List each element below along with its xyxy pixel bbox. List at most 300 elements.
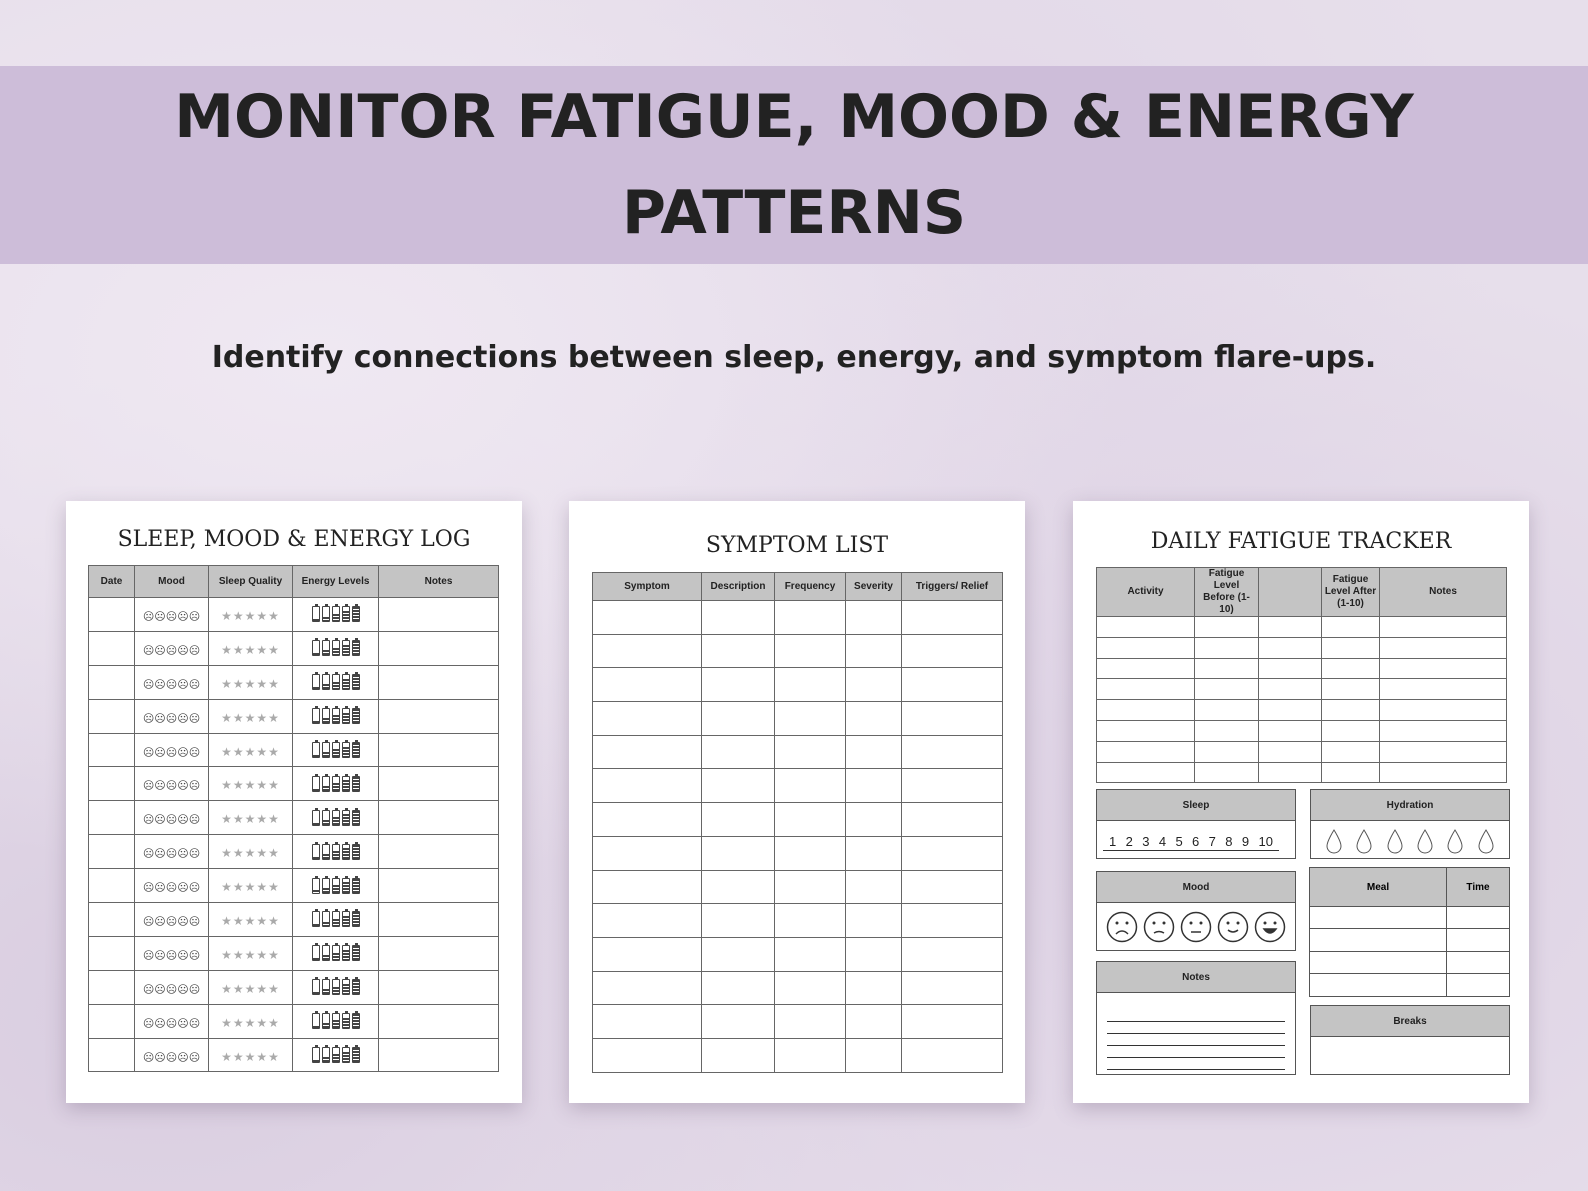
sleep-quality-cell[interactable]: [209, 631, 293, 665]
symptom-cell[interactable]: [846, 904, 902, 938]
battery-icon[interactable]: [332, 878, 340, 894]
sleep-scale-number[interactable]: 8: [1225, 834, 1233, 849]
smile-face-icon[interactable]: [1217, 911, 1249, 943]
symptom-cell[interactable]: [775, 769, 846, 803]
battery-icon[interactable]: [342, 606, 350, 622]
symptom-cell[interactable]: [702, 937, 775, 971]
symptom-cell[interactable]: [846, 769, 902, 803]
battery-icon[interactable]: [352, 844, 360, 860]
date-cell[interactable]: [89, 733, 135, 767]
symptom-cell[interactable]: [775, 668, 846, 702]
star-rating-icon[interactable]: ★★★★★: [221, 880, 280, 895]
activity-cell[interactable]: [1195, 679, 1259, 700]
battery-icon[interactable]: [312, 1047, 320, 1063]
symptom-cell[interactable]: [593, 634, 702, 668]
time-cell[interactable]: [1447, 952, 1509, 973]
sleep-quality-cell[interactable]: [209, 699, 293, 733]
battery-icon[interactable]: [312, 810, 320, 826]
symptom-cell[interactable]: [702, 668, 775, 702]
activity-cell[interactable]: [1259, 700, 1322, 721]
activity-cell[interactable]: [1322, 741, 1380, 762]
activity-cell[interactable]: [1097, 617, 1195, 638]
star-rating-icon[interactable]: ★★★★★: [221, 778, 280, 793]
mood-cell[interactable]: [135, 699, 209, 733]
meal-cell[interactable]: [1310, 929, 1447, 950]
date-cell[interactable]: [89, 598, 135, 632]
battery-icon[interactable]: [332, 1013, 340, 1029]
symptom-cell[interactable]: [702, 904, 775, 938]
battery-icon[interactable]: [352, 776, 360, 792]
symptom-cell[interactable]: [775, 601, 846, 635]
symptom-cell[interactable]: [902, 803, 1003, 837]
activity-cell[interactable]: [1380, 617, 1507, 638]
battery-icon[interactable]: [322, 878, 330, 894]
symptom-cell[interactable]: [593, 735, 702, 769]
symptom-cell[interactable]: [902, 735, 1003, 769]
star-rating-icon[interactable]: ★★★★★: [221, 676, 280, 691]
mood-faces-icon[interactable]: ☹☹☹☹☹: [142, 609, 201, 623]
note-line[interactable]: [1107, 1034, 1285, 1046]
sleep-scale-number[interactable]: 9: [1241, 834, 1250, 849]
sleep-quality-cell[interactable]: [209, 801, 293, 835]
battery-icon[interactable]: [312, 911, 320, 927]
battery-icon[interactable]: [332, 844, 340, 860]
activity-cell[interactable]: [1380, 762, 1507, 783]
activity-cell[interactable]: [1195, 637, 1259, 658]
symptom-cell[interactable]: [702, 1038, 775, 1072]
mood-cell[interactable]: [135, 835, 209, 869]
star-rating-icon[interactable]: ★★★★★: [221, 913, 280, 928]
battery-icon[interactable]: [322, 911, 330, 927]
date-cell[interactable]: [89, 665, 135, 699]
symptom-cell[interactable]: [702, 634, 775, 668]
battery-icon[interactable]: [342, 1013, 350, 1029]
battery-icon[interactable]: [322, 810, 330, 826]
energy-cell[interactable]: [293, 835, 379, 869]
sleep-scale-number[interactable]: 5: [1175, 834, 1183, 849]
battery-icon[interactable]: [352, 674, 360, 690]
symptom-cell[interactable]: [902, 971, 1003, 1005]
symptom-cell[interactable]: [702, 769, 775, 803]
sleep-quality-cell[interactable]: [209, 936, 293, 970]
notes-cell[interactable]: [379, 1004, 499, 1038]
star-rating-icon[interactable]: ★★★★★: [221, 981, 280, 996]
symptom-cell[interactable]: [902, 1005, 1003, 1039]
date-cell[interactable]: [89, 767, 135, 801]
meal-cell[interactable]: [1310, 974, 1447, 995]
mood-faces-icon[interactable]: ☹☹☹☹☹: [142, 677, 201, 691]
battery-icon[interactable]: [352, 979, 360, 995]
symptom-cell[interactable]: [593, 601, 702, 635]
battery-icon[interactable]: [332, 674, 340, 690]
symptom-cell[interactable]: [593, 668, 702, 702]
energy-cell[interactable]: [293, 869, 379, 903]
battery-icon[interactable]: [342, 979, 350, 995]
symptom-cell[interactable]: [902, 634, 1003, 668]
date-cell[interactable]: [89, 1038, 135, 1072]
activity-cell[interactable]: [1380, 679, 1507, 700]
mood-faces-icon[interactable]: ☹☹☹☹☹: [142, 948, 201, 962]
star-rating-icon[interactable]: ★★★★★: [221, 1015, 280, 1030]
battery-icon[interactable]: [342, 708, 350, 724]
notes-cell[interactable]: [379, 903, 499, 937]
activity-cell[interactable]: [1097, 658, 1195, 679]
symptom-cell[interactable]: [593, 702, 702, 736]
symptom-cell[interactable]: [702, 1005, 775, 1039]
symptom-cell[interactable]: [846, 836, 902, 870]
battery-icon[interactable]: [332, 979, 340, 995]
star-rating-icon[interactable]: ★★★★★: [221, 608, 280, 623]
date-cell[interactable]: [89, 936, 135, 970]
sleep-scale-number[interactable]: 3: [1142, 834, 1150, 849]
symptom-cell[interactable]: [775, 634, 846, 668]
battery-icon[interactable]: [342, 742, 350, 758]
activity-cell[interactable]: [1195, 700, 1259, 721]
battery-icon[interactable]: [332, 606, 340, 622]
star-rating-icon[interactable]: ★★★★★: [221, 947, 280, 962]
note-line[interactable]: [1107, 1010, 1285, 1022]
symptom-cell[interactable]: [775, 870, 846, 904]
date-cell[interactable]: [89, 1004, 135, 1038]
battery-icon[interactable]: [332, 911, 340, 927]
activity-cell[interactable]: [1380, 741, 1507, 762]
symptom-cell[interactable]: [902, 870, 1003, 904]
energy-cell[interactable]: [293, 801, 379, 835]
date-cell[interactable]: [89, 631, 135, 665]
battery-icon[interactable]: [322, 945, 330, 961]
battery-icon[interactable]: [342, 640, 350, 656]
symptom-cell[interactable]: [902, 1038, 1003, 1072]
sleep-scale-number[interactable]: 6: [1192, 834, 1200, 849]
battery-icon[interactable]: [322, 1013, 330, 1029]
activity-cell[interactable]: [1322, 617, 1380, 638]
activity-cell[interactable]: [1259, 762, 1322, 783]
mood-faces-icon[interactable]: ☹☹☹☹☹: [142, 643, 201, 657]
symptom-cell[interactable]: [846, 735, 902, 769]
activity-cell[interactable]: [1097, 762, 1195, 783]
happy-face-icon[interactable]: [1254, 911, 1286, 943]
date-cell[interactable]: [89, 801, 135, 835]
symptom-cell[interactable]: [593, 836, 702, 870]
mood-cell[interactable]: [135, 903, 209, 937]
symptom-cell[interactable]: [593, 803, 702, 837]
energy-cell[interactable]: [293, 631, 379, 665]
symptom-cell[interactable]: [846, 1038, 902, 1072]
activity-cell[interactable]: [1195, 658, 1259, 679]
battery-icon[interactable]: [352, 911, 360, 927]
notes-cell[interactable]: [379, 598, 499, 632]
mood-cell[interactable]: [135, 1038, 209, 1072]
very-sad-face-icon[interactable]: [1106, 911, 1138, 943]
activity-cell[interactable]: [1097, 720, 1195, 741]
notes-cell[interactable]: [379, 835, 499, 869]
battery-icon[interactable]: [352, 742, 360, 758]
mood-faces-icon[interactable]: ☹☹☹☹☹: [142, 1050, 201, 1064]
symptom-cell[interactable]: [902, 668, 1003, 702]
activity-cell[interactable]: [1097, 637, 1195, 658]
activity-cell[interactable]: [1195, 617, 1259, 638]
battery-icon[interactable]: [322, 742, 330, 758]
activity-cell[interactable]: [1380, 720, 1507, 741]
activity-cell[interactable]: [1097, 679, 1195, 700]
symptom-cell[interactable]: [593, 904, 702, 938]
water-drop-icon[interactable]: [1446, 829, 1464, 855]
date-cell[interactable]: [89, 835, 135, 869]
star-rating-icon[interactable]: ★★★★★: [221, 642, 280, 657]
activity-cell[interactable]: [1097, 741, 1195, 762]
activity-cell[interactable]: [1322, 720, 1380, 741]
mood-cell[interactable]: [135, 733, 209, 767]
battery-icon[interactable]: [322, 674, 330, 690]
activity-cell[interactable]: [1097, 700, 1195, 721]
mood-cell[interactable]: [135, 801, 209, 835]
battery-icon[interactable]: [352, 640, 360, 656]
symptom-cell[interactable]: [702, 735, 775, 769]
activity-cell[interactable]: [1259, 658, 1322, 679]
symptom-cell[interactable]: [846, 870, 902, 904]
battery-icon[interactable]: [312, 606, 320, 622]
activity-cell[interactable]: [1322, 679, 1380, 700]
sleep-scale-number[interactable]: 2: [1125, 834, 1133, 849]
battery-icon[interactable]: [322, 844, 330, 860]
battery-icon[interactable]: [342, 911, 350, 927]
mood-cell[interactable]: [135, 936, 209, 970]
activity-cell[interactable]: [1322, 658, 1380, 679]
activity-cell[interactable]: [1259, 741, 1322, 762]
mood-cell[interactable]: [135, 869, 209, 903]
symptom-cell[interactable]: [702, 870, 775, 904]
symptom-cell[interactable]: [902, 601, 1003, 635]
symptom-cell[interactable]: [593, 769, 702, 803]
sleep-quality-cell[interactable]: [209, 665, 293, 699]
mood-faces-icon[interactable]: ☹☹☹☹☹: [142, 711, 201, 725]
sleep-quality-cell[interactable]: [209, 1038, 293, 1072]
sleep-scale-number[interactable]: 10: [1258, 834, 1273, 849]
mood-cell[interactable]: [135, 598, 209, 632]
activity-cell[interactable]: [1259, 679, 1322, 700]
sleep-scale-number[interactable]: 4: [1158, 834, 1167, 849]
battery-icon[interactable]: [342, 878, 350, 894]
sleep-quality-cell[interactable]: [209, 598, 293, 632]
mood-cell[interactable]: [135, 970, 209, 1004]
water-drop-icon[interactable]: [1416, 829, 1434, 855]
meal-cell[interactable]: [1310, 907, 1447, 928]
battery-icon[interactable]: [322, 1047, 330, 1063]
activity-cell[interactable]: [1259, 720, 1322, 741]
symptom-cell[interactable]: [775, 1005, 846, 1039]
star-rating-icon[interactable]: ★★★★★: [221, 710, 280, 725]
symptom-cell[interactable]: [593, 1005, 702, 1039]
symptom-cell[interactable]: [775, 1038, 846, 1072]
mood-faces-icon[interactable]: ☹☹☹☹☹: [142, 779, 201, 793]
activity-cell[interactable]: [1259, 637, 1322, 658]
battery-icon[interactable]: [322, 640, 330, 656]
notes-cell[interactable]: [379, 631, 499, 665]
time-cell[interactable]: [1447, 929, 1509, 950]
water-drop-icon[interactable]: [1386, 829, 1404, 855]
notes-cell[interactable]: [379, 733, 499, 767]
energy-cell[interactable]: [293, 767, 379, 801]
symptom-cell[interactable]: [702, 702, 775, 736]
date-cell[interactable]: [89, 970, 135, 1004]
activity-cell[interactable]: [1259, 617, 1322, 638]
battery-icon[interactable]: [322, 979, 330, 995]
notes-cell[interactable]: [379, 767, 499, 801]
mood-faces-icon[interactable]: ☹☹☹☹☹: [142, 813, 201, 827]
date-cell[interactable]: [89, 699, 135, 733]
star-rating-icon[interactable]: ★★★★★: [221, 846, 280, 861]
activity-cell[interactable]: [1195, 741, 1259, 762]
notes-cell[interactable]: [379, 1038, 499, 1072]
mood-faces-icon[interactable]: ☹☹☹☹☹: [142, 982, 201, 996]
sleep-quality-cell[interactable]: [209, 869, 293, 903]
battery-icon[interactable]: [342, 844, 350, 860]
time-cell[interactable]: [1447, 974, 1509, 995]
energy-cell[interactable]: [293, 699, 379, 733]
sleep-scale-number[interactable]: 7: [1208, 834, 1216, 849]
symptom-cell[interactable]: [775, 702, 846, 736]
mood-cell[interactable]: [135, 767, 209, 801]
symptom-cell[interactable]: [846, 634, 902, 668]
battery-icon[interactable]: [312, 742, 320, 758]
symptom-cell[interactable]: [775, 904, 846, 938]
star-rating-icon[interactable]: ★★★★★: [221, 744, 280, 759]
activity-cell[interactable]: [1195, 762, 1259, 783]
symptom-cell[interactable]: [702, 803, 775, 837]
battery-icon[interactable]: [332, 742, 340, 758]
mood-cell[interactable]: [135, 665, 209, 699]
battery-icon[interactable]: [312, 979, 320, 995]
battery-icon[interactable]: [322, 708, 330, 724]
water-drop-icon[interactable]: [1477, 829, 1495, 855]
symptom-cell[interactable]: [593, 937, 702, 971]
mood-faces-icon[interactable]: ☹☹☹☹☹: [142, 745, 201, 759]
symptom-cell[interactable]: [775, 971, 846, 1005]
meal-cell[interactable]: [1310, 952, 1447, 973]
sleep-quality-cell[interactable]: [209, 1004, 293, 1038]
battery-icon[interactable]: [332, 776, 340, 792]
activity-cell[interactable]: [1322, 762, 1380, 783]
symptom-cell[interactable]: [593, 1038, 702, 1072]
symptom-cell[interactable]: [902, 937, 1003, 971]
note-line[interactable]: [1107, 1022, 1285, 1034]
battery-icon[interactable]: [352, 606, 360, 622]
energy-cell[interactable]: [293, 665, 379, 699]
mood-cell[interactable]: [135, 631, 209, 665]
sleep-scale-number[interactable]: 1: [1109, 834, 1117, 849]
symptom-cell[interactable]: [902, 702, 1003, 736]
mood-faces-icon[interactable]: ☹☹☹☹☹: [142, 847, 201, 861]
date-cell[interactable]: [89, 869, 135, 903]
battery-icon[interactable]: [322, 776, 330, 792]
notes-cell[interactable]: [379, 936, 499, 970]
symptom-cell[interactable]: [593, 971, 702, 1005]
note-line[interactable]: [1107, 1058, 1285, 1070]
sad-face-icon[interactable]: [1143, 911, 1175, 943]
symptom-cell[interactable]: [775, 803, 846, 837]
battery-icon[interactable]: [352, 708, 360, 724]
battery-icon[interactable]: [342, 810, 350, 826]
notes-cell[interactable]: [379, 665, 499, 699]
energy-cell[interactable]: [293, 936, 379, 970]
sleep-quality-cell[interactable]: [209, 835, 293, 869]
symptom-cell[interactable]: [902, 769, 1003, 803]
symptom-cell[interactable]: [775, 735, 846, 769]
neutral-face-icon[interactable]: [1180, 911, 1212, 943]
battery-icon[interactable]: [352, 878, 360, 894]
sleep-quality-cell[interactable]: [209, 733, 293, 767]
battery-icon[interactable]: [312, 844, 320, 860]
symptom-cell[interactable]: [902, 836, 1003, 870]
symptom-cell[interactable]: [775, 937, 846, 971]
battery-icon[interactable]: [332, 810, 340, 826]
battery-icon[interactable]: [342, 674, 350, 690]
symptom-cell[interactable]: [846, 702, 902, 736]
activity-cell[interactable]: [1195, 720, 1259, 741]
battery-icon[interactable]: [352, 1047, 360, 1063]
symptom-cell[interactable]: [775, 836, 846, 870]
sleep-quality-cell[interactable]: [209, 903, 293, 937]
symptom-cell[interactable]: [702, 971, 775, 1005]
symptom-cell[interactable]: [593, 870, 702, 904]
star-rating-icon[interactable]: ★★★★★: [221, 812, 280, 827]
activity-cell[interactable]: [1322, 700, 1380, 721]
star-rating-icon[interactable]: ★★★★★: [221, 1049, 280, 1064]
battery-icon[interactable]: [332, 640, 340, 656]
symptom-cell[interactable]: [902, 904, 1003, 938]
battery-icon[interactable]: [312, 674, 320, 690]
symptom-cell[interactable]: [846, 937, 902, 971]
mood-faces-icon[interactable]: ☹☹☹☹☹: [142, 1016, 201, 1030]
energy-cell[interactable]: [293, 733, 379, 767]
energy-cell[interactable]: [293, 1004, 379, 1038]
battery-icon[interactable]: [342, 945, 350, 961]
symptom-cell[interactable]: [846, 668, 902, 702]
battery-icon[interactable]: [342, 776, 350, 792]
battery-icon[interactable]: [312, 878, 320, 894]
energy-cell[interactable]: [293, 598, 379, 632]
notes-cell[interactable]: [379, 801, 499, 835]
sleep-quality-cell[interactable]: [209, 970, 293, 1004]
symptom-cell[interactable]: [846, 601, 902, 635]
energy-cell[interactable]: [293, 1038, 379, 1072]
mood-cell[interactable]: [135, 1004, 209, 1038]
water-drop-icon[interactable]: [1355, 829, 1373, 855]
battery-icon[interactable]: [312, 708, 320, 724]
battery-icon[interactable]: [312, 776, 320, 792]
battery-icon[interactable]: [312, 945, 320, 961]
notes-cell[interactable]: [379, 869, 499, 903]
activity-cell[interactable]: [1380, 658, 1507, 679]
symptom-cell[interactable]: [846, 971, 902, 1005]
activity-cell[interactable]: [1380, 637, 1507, 658]
activity-cell[interactable]: [1380, 700, 1507, 721]
battery-icon[interactable]: [352, 810, 360, 826]
symptom-cell[interactable]: [846, 803, 902, 837]
battery-icon[interactable]: [352, 945, 360, 961]
mood-faces-icon[interactable]: ☹☹☹☹☹: [142, 881, 201, 895]
battery-icon[interactable]: [312, 1013, 320, 1029]
battery-icon[interactable]: [342, 1047, 350, 1063]
notes-cell[interactable]: [379, 699, 499, 733]
notes-cell[interactable]: [379, 970, 499, 1004]
note-line[interactable]: [1107, 1046, 1285, 1058]
symptom-cell[interactable]: [702, 836, 775, 870]
battery-icon[interactable]: [332, 945, 340, 961]
symptom-cell[interactable]: [702, 601, 775, 635]
activity-cell[interactable]: [1322, 637, 1380, 658]
battery-icon[interactable]: [322, 606, 330, 622]
